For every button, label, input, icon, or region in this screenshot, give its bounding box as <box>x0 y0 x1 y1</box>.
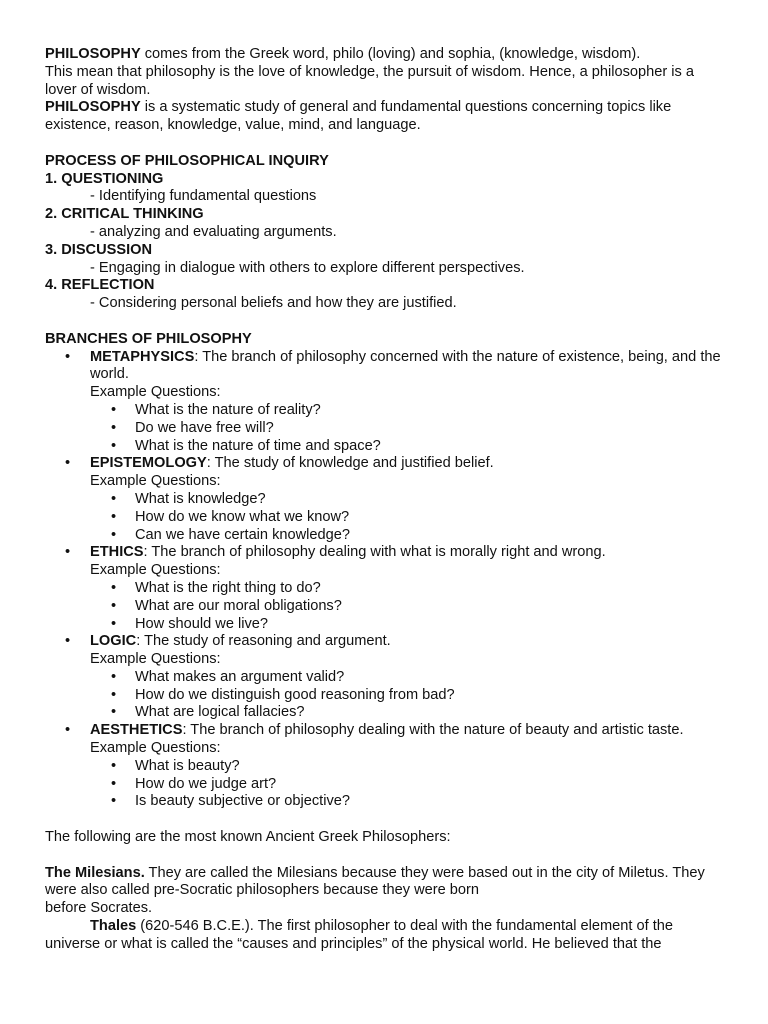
bullet-icon: • <box>111 401 117 418</box>
bullet-icon: • <box>111 437 117 454</box>
spacer <box>45 847 722 865</box>
example-question: • How do we distinguish good reasoning from bad? <box>111 686 455 703</box>
branch-definition: EPISTEMOLOGY: The study of knowledge and justified belief. <box>90 455 494 472</box>
example-questions-label: Example Questions: <box>90 473 221 490</box>
example-questions-label: Example Questions: <box>90 740 221 757</box>
branch-name: METAPHYSICS <box>90 348 195 365</box>
bullet-icon: • <box>111 668 117 685</box>
example-question: • What makes an argument valid? <box>111 668 345 685</box>
example-question: • What is the nature of reality? <box>111 401 321 418</box>
branch-item <box>45 455 722 473</box>
example-question: • What are logical fallacies? <box>111 704 305 721</box>
bullet-icon: • <box>111 419 117 436</box>
branches-list <box>45 349 722 812</box>
example-question: • What are our moral obligations? <box>111 597 342 614</box>
branch-name: ETHICS <box>90 544 144 561</box>
branch-definition: ETHICS: The branch of philosophy dealing with what is morally right and wrong. <box>90 544 606 561</box>
branch-name: AESTHETICS <box>90 722 183 739</box>
process-step-title: 1. QUESTIONING <box>45 170 164 187</box>
bullet-icon: • <box>111 704 117 721</box>
spacer <box>45 313 722 331</box>
process-step-title: 2. CRITICAL THINKING <box>45 206 204 223</box>
example-question: • Do we have free will? <box>111 419 274 436</box>
branch-item <box>45 544 722 562</box>
process-heading: PROCESS OF PHILOSOPHICAL INQUIRY <box>45 152 329 169</box>
intro-paragraph-2: This mean that philosophy is the love of knowledge, the pursuit of wisdom. Hence, a philosopher is a lover of wisdom. <box>45 63 694 98</box>
example-question: • Is beauty subjective or objective? <box>111 793 350 810</box>
bullet-icon: • <box>111 490 117 507</box>
example-question: • What is knowledge? <box>111 490 266 507</box>
bullet-icon: • <box>111 757 117 774</box>
process-step-desc: - Engaging in dialogue with others to explore different perspectives. <box>90 259 525 276</box>
greek-intro: The following are the most known Ancient Greek Philosophers: <box>45 829 451 846</box>
example-question: • What is the nature of time and space? <box>111 437 381 454</box>
example-question: • What is the right thing to do? <box>111 579 321 596</box>
bullet-icon: • <box>111 775 117 792</box>
branch-definition: METAPHYSICS: The branch of philosophy concerned with the nature of existence, being, and the world. <box>90 348 721 383</box>
branch-definition: LOGIC: The study of reasoning and argument. <box>90 633 391 650</box>
example-questions-label: Example Questions: <box>90 384 221 401</box>
bullet-icon: • <box>111 615 117 632</box>
intro-paragraph-3: PHILOSOPHY is a systematic study of general and fundamental questions concerning topics like existence, reason, knowledge, value, mind, and language. <box>45 99 672 134</box>
process-step-title: 4. REFLECTION <box>45 277 155 294</box>
branch-name: EPISTEMOLOGY <box>90 455 207 472</box>
example-question: • How do we know what we know? <box>111 508 350 525</box>
process-step-desc: - Considering personal beliefs and how they are justified. <box>90 295 457 312</box>
term-philosophy: PHILOSOPHY <box>45 46 141 62</box>
bullet-icon: • <box>65 722 71 739</box>
term-thales: Thales <box>90 918 137 935</box>
example-question: • What is beauty? <box>111 757 240 774</box>
example-questions-label: Example Questions: <box>90 562 221 579</box>
example-question: • How should we live? <box>111 615 269 632</box>
branch-definition: AESTHETICS: The branch of philosophy dealing with the nature of beauty and artistic taste. <box>90 722 684 739</box>
bullet-icon: • <box>65 348 71 365</box>
example-questions-label: Example Questions: <box>90 651 221 668</box>
process-step-title: 3. DISCUSSION <box>45 241 153 258</box>
spacer <box>45 135 722 153</box>
branch-item <box>45 722 722 740</box>
milesians-paragraph: The Milesians. They are called the Milesians because they were based out in the city of Miletus. They were also called pre-Socratic philosophers because they were born <box>45 864 705 899</box>
term-milesians: The Milesians. <box>45 864 145 881</box>
bullet-icon: • <box>65 544 71 561</box>
process-step-desc: - Identifying fundamental questions <box>90 188 317 205</box>
thales-paragraph: Thales (620-546 B.C.E.). The first philosopher to deal with the fundamental element of the universe or what is called the “causes and principles” of the physical world. He believed that the <box>45 918 673 952</box>
branches-heading: BRANCHES OF PHILOSOPHY <box>45 330 252 347</box>
bullet-icon: • <box>111 508 117 525</box>
example-question: • Can we have certain knowledge? <box>111 526 350 543</box>
bullet-icon: • <box>65 455 71 472</box>
intro-paragraph-1: PHILOSOPHY comes from the Greek word, philo (loving) and sophia, (knowledge, wisdom). <box>45 46 641 62</box>
process-steps <box>45 171 722 313</box>
bullet-icon: • <box>111 597 117 614</box>
bullet-icon: • <box>111 686 117 703</box>
example-question: • How do we judge art? <box>111 775 277 792</box>
process-step-desc: - analyzing and evaluating arguments. <box>90 223 337 240</box>
milesians-paragraph-cont: before Socrates. <box>45 900 153 917</box>
bullet-icon: • <box>111 579 117 596</box>
branch-item <box>45 633 722 651</box>
branch-name: LOGIC <box>90 633 137 650</box>
bullet-icon: • <box>65 633 71 650</box>
bullet-icon: • <box>111 526 117 543</box>
branch-item <box>45 349 722 385</box>
term-philosophy: PHILOSOPHY <box>45 99 141 116</box>
spacer <box>45 811 722 829</box>
bullet-icon: • <box>111 793 117 810</box>
